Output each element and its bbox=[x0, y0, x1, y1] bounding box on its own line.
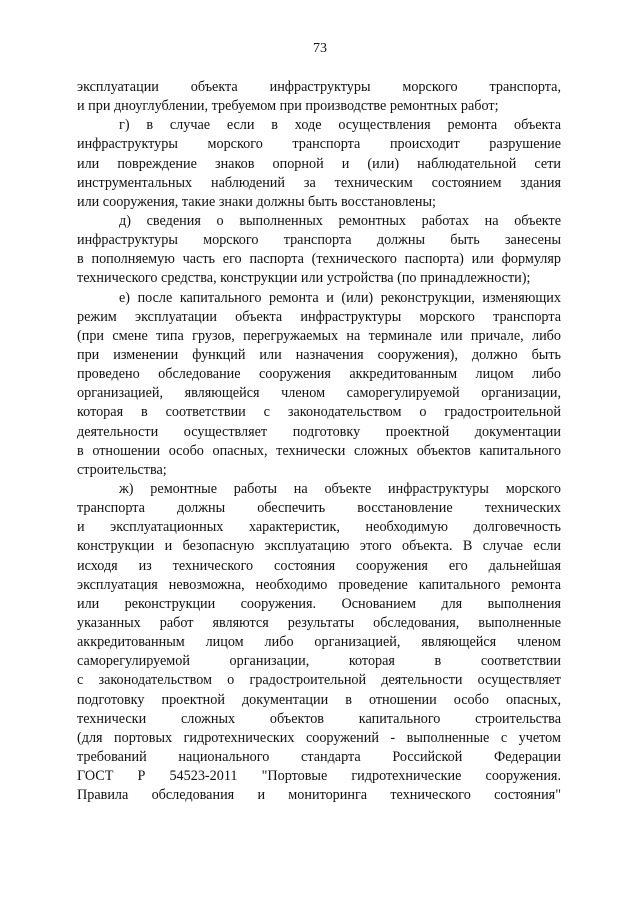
text-line: или сооружения, такие знаки должны быть восстановлены; bbox=[77, 193, 436, 210]
text-line: саморегулируемой организации, которая в соответствии bbox=[77, 653, 561, 670]
text-line: в пополняемую часть его паспорта (технического паспорта) или формуляр bbox=[77, 251, 561, 268]
text-line: ж) ремонтные работы на объекте инфраструктуры морского bbox=[119, 480, 561, 497]
text-line: Правила обследования и мониторинга технического состояния" bbox=[77, 787, 561, 804]
text-line: подготовку проектной документации в отношении особо опасных, bbox=[77, 691, 561, 708]
text-line: в отношении особо опасных, технически сложных объектов капитального bbox=[77, 442, 561, 459]
text-line: или реконструкции сооружения. Основанием для выполнения bbox=[77, 595, 561, 612]
text-line: транспорта должны обеспечить восстановление технических bbox=[77, 500, 561, 517]
text-line: инфраструктуры морского транспорта должны быть занесены bbox=[77, 232, 561, 249]
text-line: строительства; bbox=[77, 461, 167, 478]
text-line: технического средства, конструкции или устройства (по принадлежности); bbox=[77, 270, 531, 287]
text-line: (для портовых гидротехнических сооружений - выполненные с учетом bbox=[77, 729, 561, 746]
text-line: или повреждение знаков опорной и (или) наблюдательной сети bbox=[77, 155, 561, 172]
text-line: г) в случае если в ходе осуществления ремонта объекта bbox=[119, 117, 561, 134]
text-line: е) после капитального ремонта и (или) реконструкции, изменяющих bbox=[119, 289, 561, 306]
text-line: (при смене типа грузов, перегружаемых на терминале или причале, либо bbox=[77, 327, 561, 344]
text-line: аккредитованным лицом либо организацией, являющейся членом bbox=[77, 634, 561, 651]
text-line: ГОСТ Р 54523-2011 "Портовые гидротехнические сооружения. bbox=[77, 768, 561, 785]
text-line: конструкции и безопасную эксплуатацию этого объекта. В случае если bbox=[77, 538, 561, 555]
page-number: 73 bbox=[313, 41, 327, 56]
text-line: д) сведения о выполненных ремонтных работах на объекте bbox=[119, 212, 561, 229]
document-body bbox=[77, 78, 561, 805]
text-line: эксплуатация невозможна, необходимо проведение капитального ремонта bbox=[77, 576, 561, 593]
text-line: исходя из технического состояния сооружения его дальнейшая bbox=[77, 557, 561, 574]
text-line: требований национального стандарта Российской Федерации bbox=[77, 748, 561, 765]
text-line: при изменении функций или назначения сооружения), должно быть bbox=[77, 346, 561, 363]
text-line: инструментальных наблюдений за техническим состоянием здания bbox=[77, 174, 561, 191]
text-line: и эксплуатационных характеристик, необходимую долговечность bbox=[77, 519, 561, 536]
text-line: с законодательством о градостроительной деятельности осуществляет bbox=[77, 672, 561, 689]
text-line: эксплуатации объекта инфраструктуры морского транспорта, bbox=[77, 79, 561, 95]
text-line: указанных работ являются результаты обследования, выполненные bbox=[77, 614, 561, 631]
text-line: которая в соответствии с законодательством о градостроительной bbox=[77, 404, 561, 421]
text-line: проведено обследование сооружения аккредитованным лицом либо bbox=[77, 366, 561, 383]
text-line: режим эксплуатации объекта инфраструктуры морского транспорта bbox=[77, 308, 561, 325]
text-line: деятельности осуществляет подготовку проектной документации bbox=[77, 423, 561, 440]
text-line: организацией, являющейся членом саморегулируемой организации, bbox=[77, 385, 561, 402]
text-line: инфраструктуры морского транспорта происходит разрушение bbox=[77, 136, 561, 153]
text-line: и при дноуглублении, требуемом при производстве ремонтных работ; bbox=[77, 98, 499, 115]
text-line: технически сложных объектов капитального строительства bbox=[77, 710, 561, 727]
